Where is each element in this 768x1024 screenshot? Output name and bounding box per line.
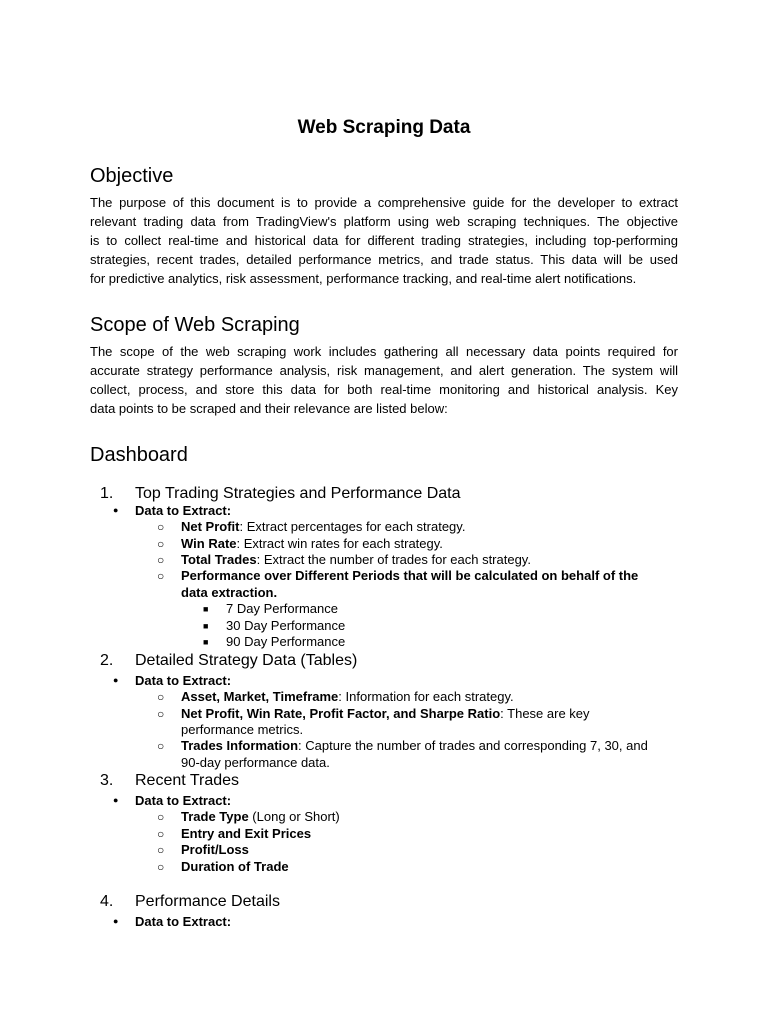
scope-heading: Scope of Web Scraping bbox=[90, 314, 300, 336]
section-number: 1. bbox=[100, 485, 114, 502]
list-item: Trades Information: Capture the number of trades and corresponding 7, 30, and bbox=[181, 738, 648, 753]
list-item: Trade Type (Long or Short) bbox=[181, 809, 340, 824]
section-title: Performance Details bbox=[135, 893, 280, 910]
objective-heading: Objective bbox=[90, 165, 174, 187]
data-to-extract-label: Data to Extract: bbox=[135, 914, 232, 929]
bullet-disc-icon bbox=[113, 914, 118, 931]
section-number: 3. bbox=[100, 772, 114, 789]
list-item-continuation: performance metrics. bbox=[181, 722, 304, 737]
section-number: 2. bbox=[100, 652, 114, 669]
section-title: Recent Trades bbox=[135, 772, 240, 789]
list-item: Performance over Different Periods that will be calculated on behalf of the bbox=[181, 568, 639, 583]
list-item: Win Rate: Extract win rates for each strategy. bbox=[181, 536, 443, 551]
bullet-disc-icon bbox=[113, 793, 118, 810]
section-title: Top Trading Strategies and Performance Data bbox=[135, 485, 461, 502]
scope-line: The scope of the web scraping work includes gathering all necessary data points required for bbox=[90, 344, 678, 359]
section-title: Detailed Strategy Data (Tables) bbox=[135, 652, 358, 669]
bullet-circle-icon bbox=[157, 689, 164, 705]
bullet-circle-icon bbox=[157, 519, 164, 535]
data-to-extract-label: Data to Extract: bbox=[135, 673, 232, 688]
bullet-circle-icon bbox=[157, 809, 164, 825]
list-item-continuation: data extraction. bbox=[181, 585, 278, 600]
list-item: Duration of Trade bbox=[181, 859, 289, 874]
list-item: Net Profit, Win Rate, Profit Factor, and Sharpe Ratio: These are key bbox=[181, 706, 590, 721]
objective-paragraph bbox=[90, 193, 678, 288]
bullet-square-icon bbox=[203, 618, 208, 635]
objective-line: The purpose of this document is to provide a comprehensive guide for the developer to extract bbox=[90, 195, 678, 210]
dashboard-heading: Dashboard bbox=[90, 444, 188, 466]
list-item-continuation: 90-day performance data. bbox=[181, 755, 330, 770]
data-to-extract-label: Data to Extract: bbox=[135, 503, 232, 518]
bullet-circle-icon bbox=[157, 536, 164, 552]
bullet-disc-icon bbox=[113, 503, 118, 520]
bullet-circle-icon bbox=[157, 842, 164, 858]
objective-line: for predictive analytics, risk assessment, performance tracking, and real-time alert notifications. bbox=[90, 271, 637, 286]
bullet-disc-icon bbox=[113, 673, 118, 690]
data-to-extract-label: Data to Extract: bbox=[135, 793, 232, 808]
bullet-square-icon bbox=[203, 634, 208, 651]
scope-paragraph bbox=[90, 342, 678, 418]
document-title: Web Scraping Data bbox=[297, 117, 471, 138]
bullet-circle-icon bbox=[157, 826, 164, 842]
list-item: Net Profit: Extract percentages for each strategy. bbox=[181, 519, 466, 534]
period-item: 90 Day Performance bbox=[226, 634, 346, 649]
list-item: Asset, Market, Timeframe: Information for each strategy. bbox=[181, 689, 514, 704]
bullet-circle-icon bbox=[157, 738, 164, 754]
list-item: Total Trades: Extract the number of trades for each strategy. bbox=[181, 552, 531, 567]
bullet-circle-icon bbox=[157, 552, 164, 568]
objective-line: strategies, recent trades, detailed performance metrics, and trade status. This data will be used bbox=[90, 252, 678, 267]
section-number: 4. bbox=[100, 893, 114, 910]
bullet-square-icon bbox=[203, 601, 208, 618]
period-item: 30 Day Performance bbox=[226, 618, 346, 633]
scope-line: data points to be scraped and their relevance are listed below: bbox=[90, 401, 448, 416]
list-item: Entry and Exit Prices bbox=[181, 826, 312, 841]
period-item: 7 Day Performance bbox=[226, 601, 338, 616]
bullet-circle-icon bbox=[157, 568, 164, 584]
list-item: Profit/Loss bbox=[181, 842, 249, 857]
bullet-circle-icon bbox=[157, 859, 164, 875]
bullet-circle-icon bbox=[157, 706, 164, 722]
scope-line: accurate strategy performance analysis, risk management, and alert generation. The system will bbox=[90, 363, 678, 378]
scope-line: collect, process, and store this data for both real-time monitoring and historical analysis. Key bbox=[90, 382, 678, 397]
objective-line: is to collect real-time and historical data for different trading strategies, including top-performing bbox=[90, 233, 678, 248]
objective-line: relevant trading data from TradingView's platform using web scraping techniques. The objective bbox=[90, 214, 678, 229]
